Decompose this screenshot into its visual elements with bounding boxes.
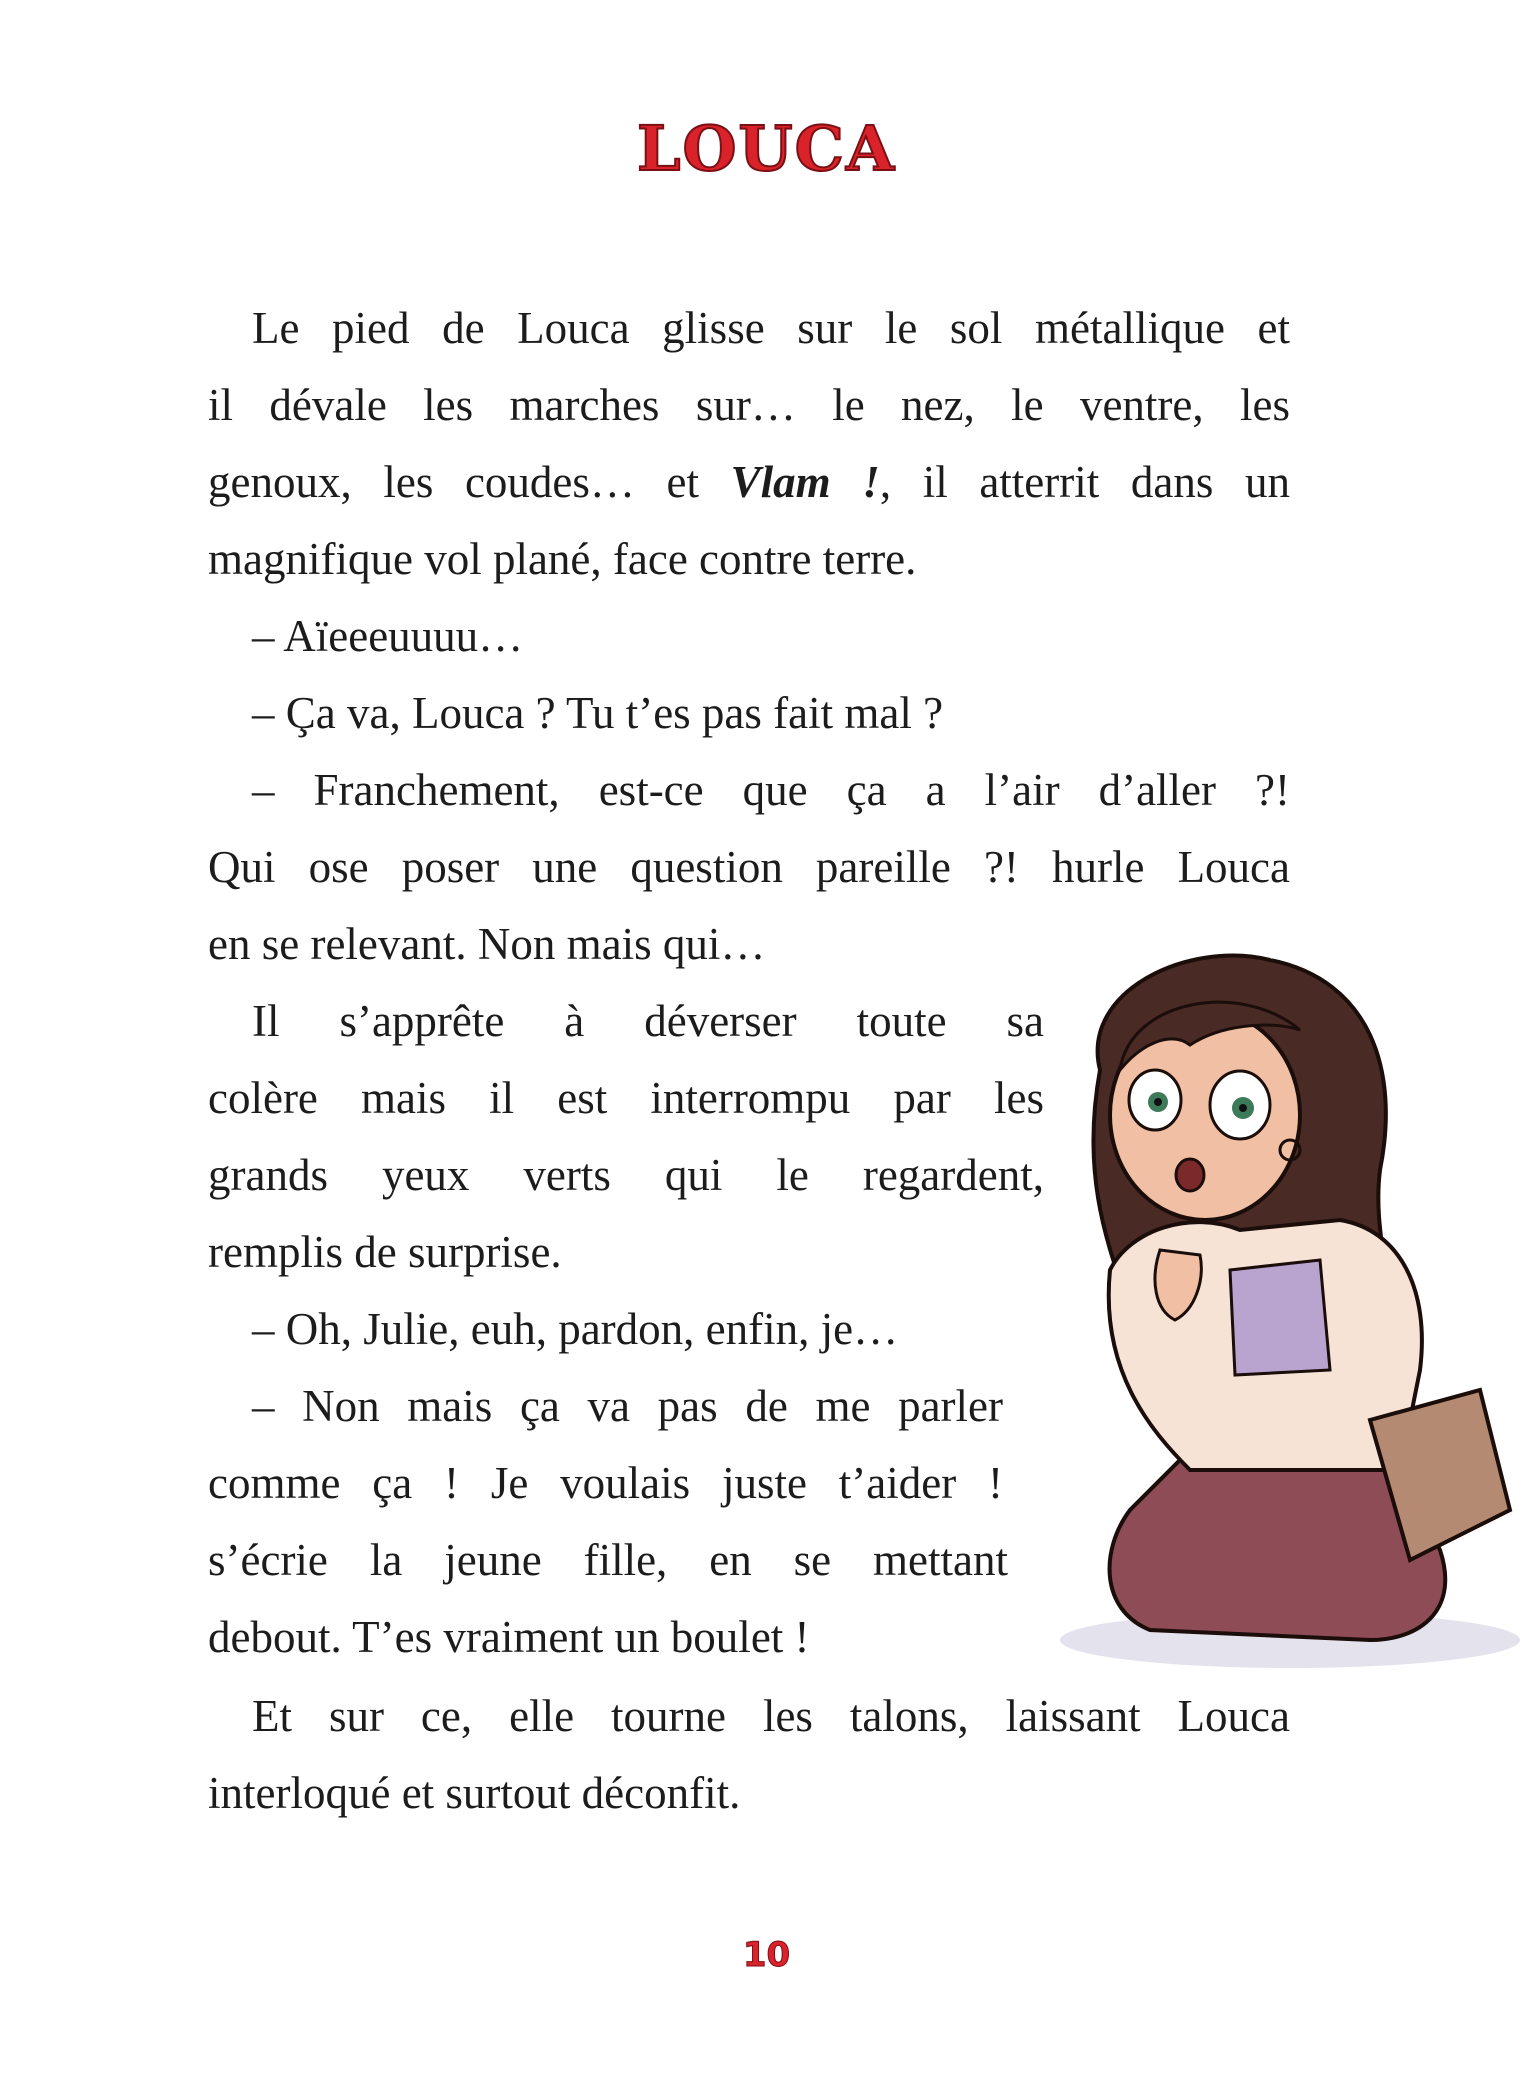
- text-line: colère mais il est interrompu par les: [208, 1073, 1044, 1123]
- dialogue-line: – Oh, Julie, euh, pardon, enfin, je…: [252, 1304, 899, 1354]
- text-line: il dévale les marches sur… le nez, le ventre, les: [208, 380, 1290, 430]
- dialogue-line: – Aïeeeuuuu…: [252, 611, 524, 661]
- dialogue-line: – Non mais ça va pas de me parler: [252, 1381, 1003, 1431]
- text-line: Le pied de Louca glisse sur le sol métallique et: [252, 303, 1290, 353]
- text-line: interloqué et surtout déconfit.: [208, 1768, 741, 1818]
- text-line: en se relevant. Non mais qui…: [208, 919, 766, 969]
- text-line: [208, 444, 1290, 521]
- chapter-header: LOUCA: [636, 112, 897, 185]
- text-line: debout. T’es vraiment un boulet !: [208, 1612, 810, 1662]
- text-run: , il atterrit dans un: [879, 457, 1290, 507]
- text-line: Et sur ce, elle tourne les talons, laissant Louca: [252, 1691, 1290, 1741]
- vlam-emphasis: Vlam !: [730, 457, 880, 507]
- text-line: Qui ose poser une question pareille ?! hurle Louca: [208, 842, 1290, 892]
- text-line: Il s’apprête à déverser toute sa: [252, 996, 1044, 1046]
- text-line: remplis de surprise.: [208, 1227, 562, 1277]
- text-line: comme ça ! Je voulais juste t’aider !: [208, 1458, 1003, 1508]
- dialogue-line: – Franchement, est-ce que ça a l’air d’aller ?!: [252, 765, 1290, 815]
- final-paragraph: [208, 1678, 1290, 1832]
- text-line: grands yeux verts qui le regardent,: [208, 1150, 1044, 1200]
- text-run: genoux, les coudes… et: [208, 457, 731, 507]
- page-number: 10: [742, 1935, 791, 1975]
- text-line: s’écrie la jeune fille, en se mettant: [208, 1535, 1008, 1585]
- text-line: magnifique vol plané, face contre terre.: [208, 534, 917, 584]
- dialogue-line: – Ça va, Louca ? Tu t’es pas fait mal ?: [252, 688, 944, 738]
- julie-illustration: [1040, 950, 1533, 1670]
